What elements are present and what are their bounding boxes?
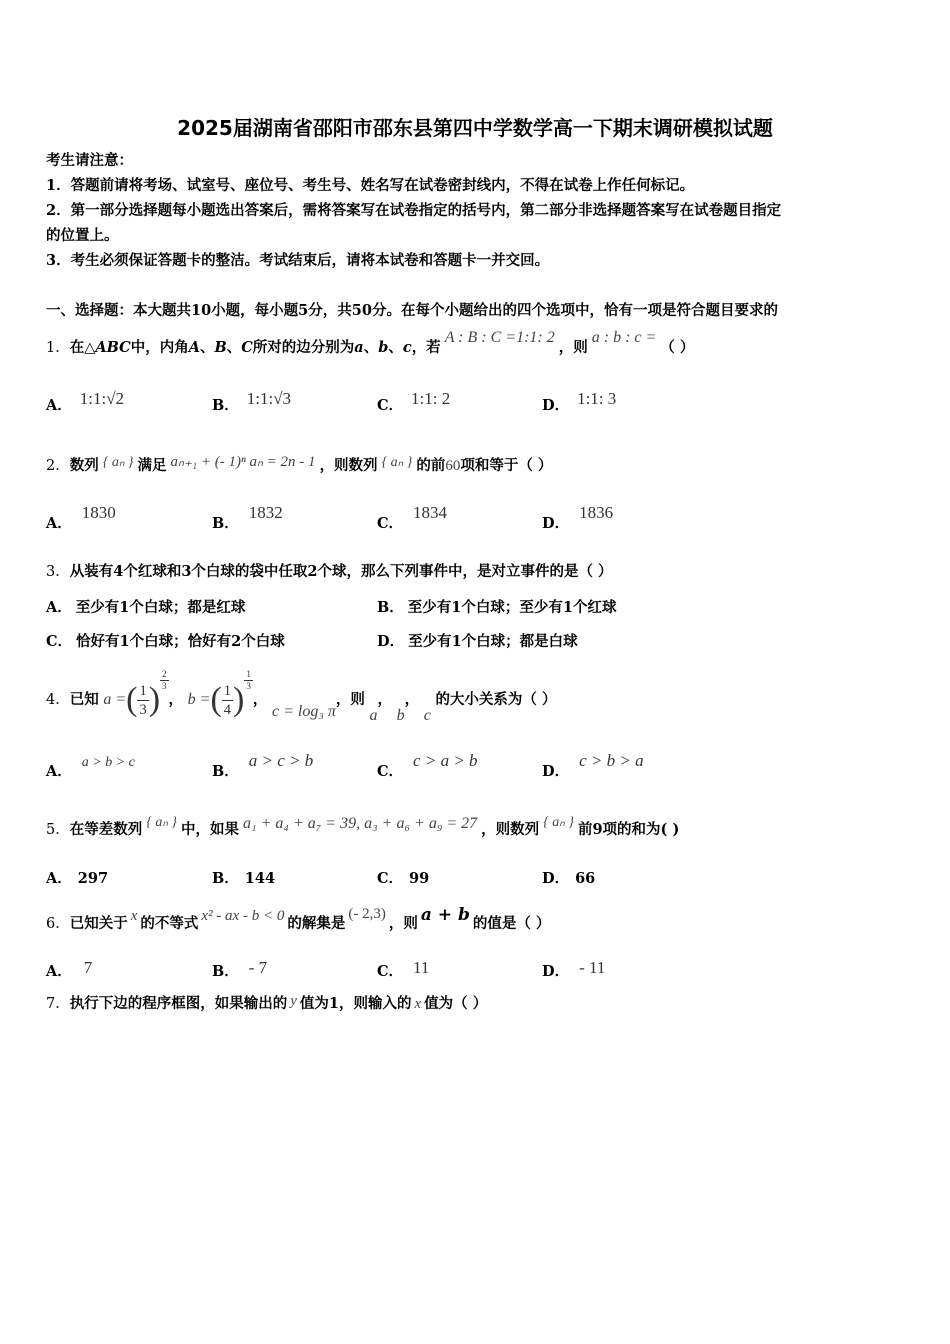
notice-item-2-cont: 的位置上。 <box>46 227 119 244</box>
option-label: D． <box>542 515 570 532</box>
q1-ask-formula: a : b : c = <box>591 329 657 346</box>
option-value: 至少有1个白球；都是白球 <box>408 633 578 650</box>
option-label: B． <box>212 963 239 980</box>
q4-text: 已知 <box>69 691 99 708</box>
q5-option-a[interactable] <box>46 867 108 888</box>
question-7 <box>46 994 487 1014</box>
option-value: a > b > c <box>81 755 135 770</box>
option-value: 7 <box>83 958 93 977</box>
q6-number: 6． <box>46 916 70 932</box>
q2-recurrence-formula: aₙ₊₁ + (- 1)ⁿ aₙ = 2n - 1 <box>170 454 316 470</box>
q2-number: 2． <box>46 458 70 474</box>
q4-option-a[interactable] <box>46 755 135 781</box>
option-value: 至少有1个白球；都是红球 <box>75 599 246 616</box>
q4-fraction-one-third <box>137 682 148 719</box>
option-value: 1:1:√2 <box>79 389 125 408</box>
q2-text: 满足 <box>137 457 167 474</box>
q1-sep: 、 <box>199 339 215 356</box>
option-label: D． <box>377 633 405 650</box>
q1-side-a: a <box>354 339 364 356</box>
option-label: D． <box>542 870 570 887</box>
option-value: c > b > a <box>579 751 644 770</box>
q3-red-count: 4 <box>113 563 124 580</box>
option-value: a > c > b <box>248 751 314 770</box>
option-label: D． <box>542 763 570 780</box>
q6-option-a[interactable] <box>46 960 92 981</box>
q1-ratio-formula: A : B : C =1:1: 2 <box>444 329 555 346</box>
q4-sep: ， <box>377 691 392 708</box>
option-label: B． <box>212 397 239 414</box>
q7-text: 值为（ ） <box>424 995 488 1012</box>
option-value: 1832 <box>248 503 283 522</box>
option-label: C． <box>377 763 404 780</box>
option-value: 1834 <box>413 503 448 522</box>
q5-option-b[interactable] <box>212 867 275 888</box>
option-value: 恰好有1个白球；恰好有2个白球 <box>76 633 285 650</box>
q5-option-d[interactable] <box>542 867 595 888</box>
q1-text: ，则 <box>558 339 588 356</box>
q4-sep: ， <box>404 691 420 708</box>
q6-text: ，则 <box>388 915 418 932</box>
q4-var-c: c <box>423 707 431 724</box>
q6-option-b[interactable] <box>212 960 267 981</box>
option-label: C． <box>377 963 404 980</box>
q1-number: 1． <box>46 340 70 356</box>
q3-text: 个红球和 <box>123 563 182 580</box>
option-value: 1:1:√3 <box>246 389 292 408</box>
q4-fraction-one-fourth <box>222 682 233 719</box>
q2-text: 数列 <box>69 457 99 474</box>
denominator: 3 <box>139 701 147 718</box>
numerator: 1 <box>246 668 251 679</box>
q5-text: 在等差数列 <box>69 821 143 838</box>
q7-output-value: 1 <box>328 995 339 1012</box>
option-value: 11 <box>413 958 430 977</box>
numerator: 2 <box>162 668 167 679</box>
q3-option-c[interactable] <box>46 630 285 651</box>
notice-heading: 考生请注意： <box>46 152 133 169</box>
notice-item-3: 3．考生必须保证答题卡的整洁。考试结束后，请将本试卷和答题卡一并交回。 <box>46 252 550 269</box>
option-label: A． <box>46 763 72 780</box>
q7-text: ，则输入的 <box>339 995 412 1012</box>
numerator: 1 <box>139 682 147 699</box>
q1-text: ，若 <box>411 339 441 356</box>
option-label: C． <box>377 870 404 887</box>
q3-option-d[interactable] <box>377 630 578 651</box>
q4-comma: ， <box>252 691 268 708</box>
q3-text: 个球，那么下列事件中，是对立事件的是（ ） <box>317 563 613 580</box>
q1-angle-a: A <box>188 339 200 356</box>
q6-option-c[interactable] <box>377 960 429 981</box>
q4-b-label: b = <box>187 691 211 708</box>
option-label: D． <box>542 397 570 414</box>
right-paren: ) <box>148 681 161 718</box>
q2-option-b[interactable] <box>212 503 283 533</box>
q4-a-label: a = <box>103 691 127 708</box>
left-paren: ( <box>126 681 138 718</box>
option-label: B． <box>377 599 404 616</box>
option-label: C． <box>377 397 404 414</box>
q6-sum-expression: a + b <box>420 905 470 925</box>
option-label: B． <box>212 763 239 780</box>
option-label: A． <box>46 397 72 414</box>
q1-answer-blank: （ ） <box>660 339 695 356</box>
q5-option-c[interactable] <box>377 867 429 888</box>
q2-count: 60 <box>445 458 461 474</box>
q7-number: 7． <box>46 996 70 1012</box>
q5-text: ，则数列 <box>481 821 540 838</box>
q5-sequence-formula: { aₙ } <box>146 815 178 830</box>
q1-angle-c: C <box>241 339 253 356</box>
denominator: 4 <box>223 701 232 718</box>
q1-angle-b: B <box>214 339 227 356</box>
q4-option-b[interactable] <box>212 751 314 781</box>
q7-var-x: x <box>414 996 422 1012</box>
q6-text: 的不等式 <box>140 915 199 932</box>
question-5 <box>46 815 680 841</box>
option-value: - 11 <box>579 958 606 977</box>
option-value: 1:1: 3 <box>577 389 617 408</box>
q4-text: 的大小关系为（ ） <box>435 691 557 708</box>
option-label: A． <box>46 515 72 532</box>
notice-item-2: 2．第一部分选择题每小题选出答案后，需将答案写在试卷指定的括号内，第二部分非选择题答案写在试卷题目指定 <box>46 202 782 219</box>
q1-option-c[interactable] <box>377 389 451 415</box>
option-label: A． <box>46 963 72 980</box>
q4-text: ，则 <box>335 691 365 708</box>
q4-var-a: a <box>369 707 378 724</box>
option-value: 1830 <box>81 503 116 522</box>
q5-text: 前9项的和为( ) <box>577 821 680 838</box>
q4-option-c[interactable] <box>377 751 478 781</box>
option-label: A． <box>46 599 72 616</box>
option-label: A． <box>46 870 72 887</box>
notice-item-1: 1．答题前请将考场、试室号、座位号、考生号、姓名写在试卷密封线内，不得在试卷上作任何标记。 <box>46 177 695 194</box>
option-value: c > a > b <box>413 751 478 770</box>
option-label: C． <box>377 515 404 532</box>
option-label: B． <box>212 870 239 887</box>
option-value: 99 <box>409 870 430 887</box>
q5-text: 中，如果 <box>181 821 240 838</box>
q2-text: ，则数列 <box>319 457 378 474</box>
q1-side-c: c <box>402 339 412 356</box>
page-title: 2025届湖南省邵阳市邵东县第四中学数学高一下期末调研模拟试题 <box>177 116 773 140</box>
question-4 <box>46 668 557 728</box>
option-value: 144 <box>244 870 276 887</box>
q6-text: 的值是（ ） <box>472 915 551 932</box>
q2-sequence-formula: { aₙ } <box>381 455 413 470</box>
numerator: 1 <box>223 682 232 699</box>
q3-white-count: 3 <box>181 563 192 580</box>
q6-text: 的解集是 <box>287 915 346 932</box>
denominator: 3 <box>162 680 167 691</box>
q1-text: 中，内角 <box>130 339 189 356</box>
q4-option-d[interactable] <box>542 751 644 781</box>
q2-text: 的前 <box>416 457 446 474</box>
q2-option-a[interactable] <box>46 503 116 533</box>
option-label: D． <box>542 963 570 980</box>
section-heading: 一、选择题：本大题共10小题，每小题5分，共50分。在每个小题给出的四个选项中，恰有一项是符合题目要求的 <box>46 302 778 319</box>
q4-c-formula: c = log₃ π <box>271 703 336 720</box>
q4-comma: ， <box>168 691 184 708</box>
option-value: 1:1: 2 <box>411 389 451 408</box>
option-label: B． <box>212 515 239 532</box>
option-value: 至少有1个白球；至少有1个红球 <box>407 599 617 616</box>
q1-triangle: ABC <box>95 339 131 356</box>
q3-text: 个白球的袋中任取 <box>191 563 308 580</box>
q1-option-d[interactable] <box>542 389 617 415</box>
option-value: - 7 <box>248 958 268 977</box>
q1-side-b: b <box>378 339 389 356</box>
q1-sep: 、 <box>226 339 242 356</box>
q6-var-x: x <box>130 908 138 924</box>
q1-sep: 、 <box>363 339 379 356</box>
q1-text: 所对的边分别为 <box>252 339 355 356</box>
q2-option-d[interactable] <box>542 503 614 533</box>
q1-option-b[interactable] <box>212 389 292 415</box>
q1-sep: 、 <box>388 339 403 356</box>
q1-text: 在△ <box>69 339 96 356</box>
q3-text: 从装有 <box>69 563 114 580</box>
q2-sequence-formula: { aₙ } <box>102 455 134 470</box>
q4-var-b: b <box>396 707 405 724</box>
question-6 <box>46 905 551 934</box>
denominator: 3 <box>246 680 251 691</box>
q4-exponent-b <box>244 669 253 692</box>
q2-option-c[interactable] <box>377 503 448 533</box>
q6-interval: (- 2,3) <box>348 906 386 922</box>
q5-condition-formula: a₁ + a₄ + a₇ = 39, a₃ + a₆ + a₉ = 27 <box>243 815 478 832</box>
q3-draw-count: 2 <box>307 563 318 580</box>
q3-option-b[interactable] <box>377 596 616 617</box>
q6-text: 已知关于 <box>69 915 128 932</box>
q5-sequence-formula: { aₙ } <box>543 815 574 830</box>
q2-text: 项和等于（ ） <box>460 457 553 474</box>
option-value: 66 <box>575 870 596 887</box>
option-value: 1836 <box>579 503 614 522</box>
right-paren: ) <box>233 681 245 718</box>
q6-inequality-formula: x² - ax - b < 0 <box>201 908 285 924</box>
option-label: C． <box>46 633 73 650</box>
question-1 <box>46 329 695 358</box>
question-3 <box>46 562 613 582</box>
q3-number: 3． <box>46 564 70 580</box>
q6-option-d[interactable] <box>542 960 605 981</box>
option-value: 297 <box>77 870 109 887</box>
q4-exponent-a <box>160 669 169 692</box>
q7-text: 值为 <box>299 995 329 1012</box>
question-2 <box>46 456 552 477</box>
left-paren: ( <box>210 681 222 718</box>
q1-option-a[interactable] <box>46 389 125 415</box>
q3-option-a[interactable] <box>46 596 245 617</box>
q4-number: 4． <box>46 692 70 708</box>
q7-text: 执行下边的程序框图，如果输出的 <box>69 995 288 1012</box>
q7-var-y: y <box>290 993 297 1009</box>
q5-number: 5． <box>46 822 70 838</box>
